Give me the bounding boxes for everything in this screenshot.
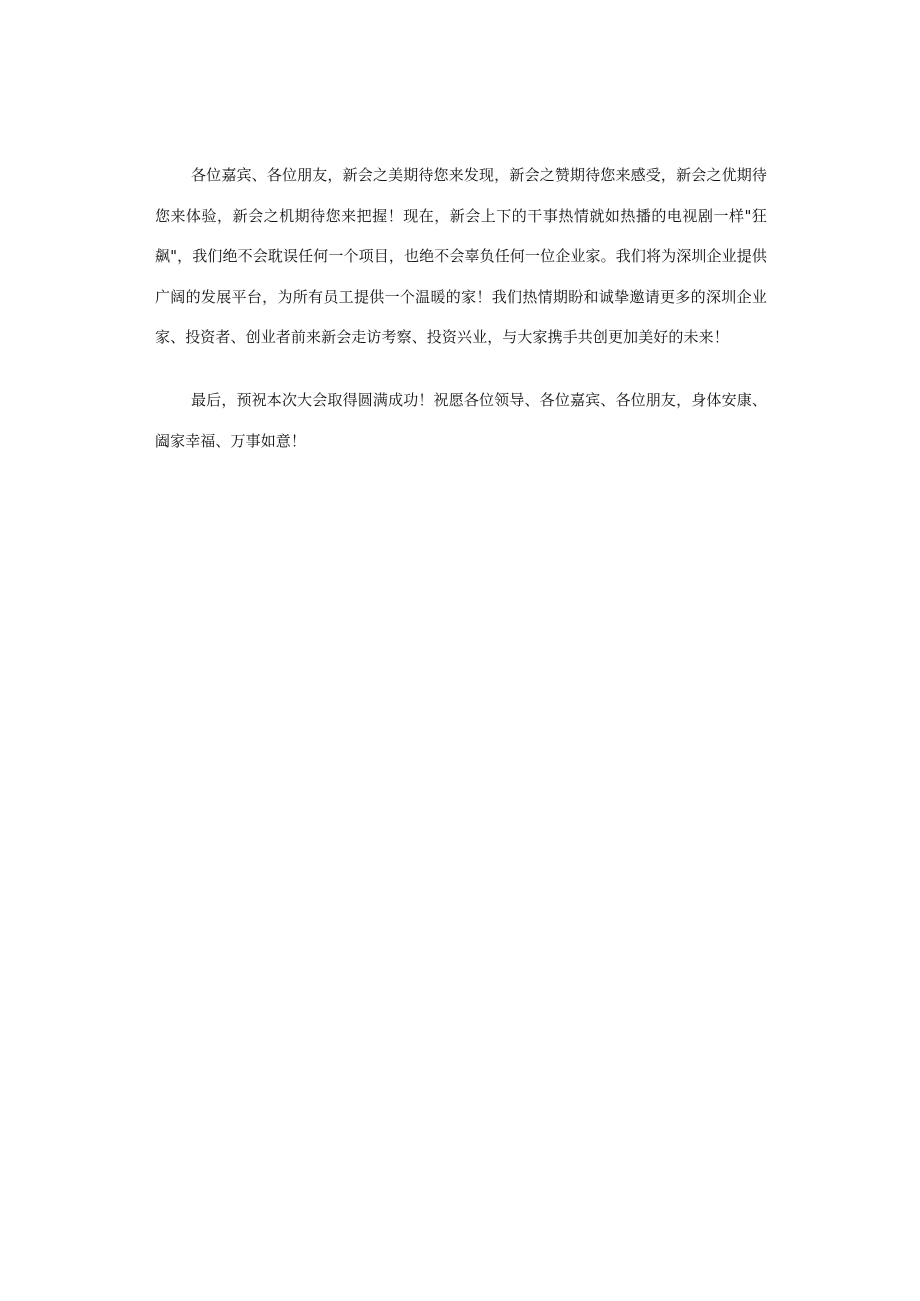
document-body bbox=[155, 155, 767, 461]
paragraph-invitation: 各位嘉宾、各位朋友，新会之美期待您来发现，新会之赞期待您来感受，新会之优期待您来体验，新会之机期待您来把握！现在，新会上下的干事热情就如热播的电视剧一样"狂飙"，我们绝不会耽误任何一个项目，也绝不会辜负任何一位企业家。我们将为深圳企业提供广阔的发展平台，为所有员工提供一个温暖的家！我们热情期盼和诚挚邀请更多的深圳企业家、投资者、创业者前来新会走访考察、投资兴业，与大家携手共创更加美好的未来！ bbox=[155, 166, 767, 347]
paragraph-closing-wishes: 最后，预祝本次大会取得圆满成功！祝愿各位领导、各位嘉宾、各位朋友，身体安康、阖家幸福、万事如意！ bbox=[155, 390, 767, 450]
